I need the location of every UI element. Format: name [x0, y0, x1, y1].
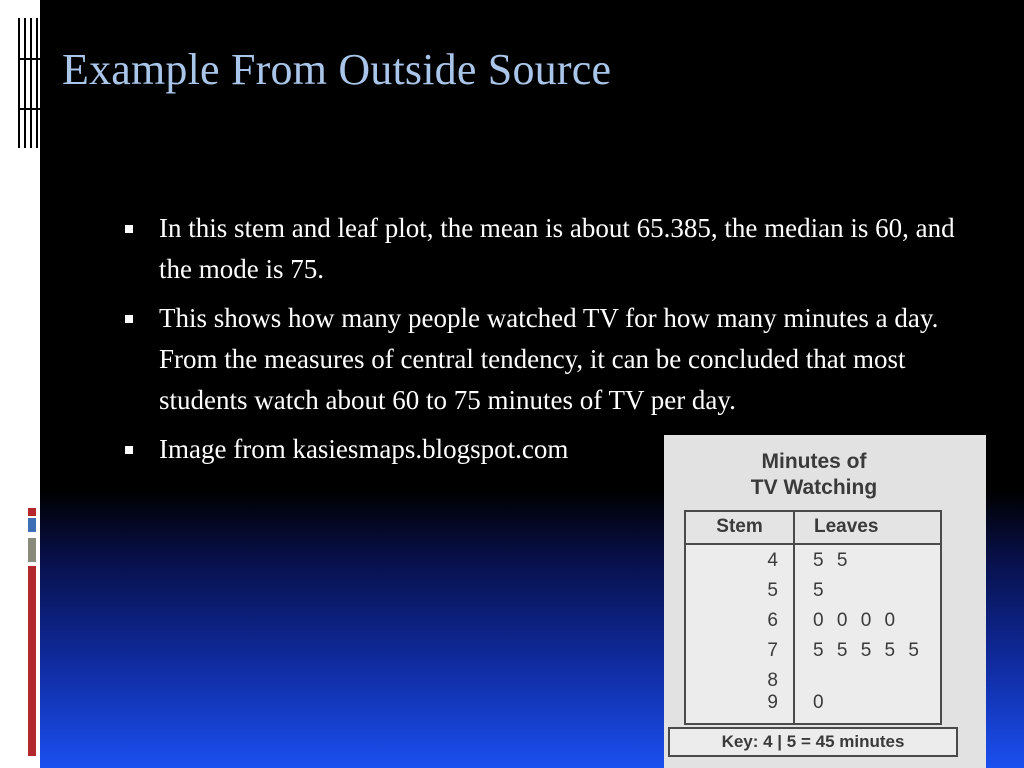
stem-header: Stem — [716, 516, 763, 537]
plot-key: Key: 4 | 5 = 45 minutes — [668, 727, 958, 757]
stem-value: 7 — [767, 640, 778, 661]
stem-value: 9 — [767, 692, 778, 713]
bullet-item — [124, 208, 969, 290]
bullet-item — [124, 298, 969, 421]
stem-leaf-table — [684, 510, 942, 725]
leaves-value: 0 — [813, 692, 828, 713]
table-row — [686, 610, 940, 640]
bullet-square-icon — [125, 225, 133, 233]
bullet-square-icon — [125, 446, 133, 454]
leaves-value: 0 0 0 0 — [813, 610, 900, 631]
accent-bar-red — [28, 508, 36, 516]
stem-value: 4 — [767, 550, 778, 571]
stem-value: 6 — [767, 610, 778, 631]
decorative-line-pattern — [18, 18, 40, 148]
plot-title-line-2: TV Watching — [750, 476, 878, 499]
bullet-text: In this stem and leaf plot, the mean is about 65.385, the median is 60, and the mode is 75. — [159, 213, 955, 284]
bullet-text: Image from kasiesmaps.blogspot.com — [159, 434, 569, 464]
leaves-value: 5 5 — [813, 550, 852, 571]
left-decorative-strip — [0, 0, 40, 768]
table-row — [686, 692, 940, 722]
leaves-value: 5 5 5 5 5 — [813, 640, 923, 661]
accent-bar-long-red — [28, 566, 36, 756]
leaves-value: 5 — [813, 580, 828, 601]
plot-title — [664, 449, 964, 501]
plot-title-line-1: Minutes of — [761, 450, 867, 473]
table-row — [686, 550, 940, 580]
accent-bar-gray — [28, 538, 36, 562]
stem-leaf-plot-image — [664, 435, 986, 768]
accent-bar-blue — [28, 518, 36, 532]
bullet-text: This shows how many people watched TV for how many minutes a day. From the measures of central tendency, it can be concluded that most students watch about 60 to 75 minutes of TV per day. — [159, 303, 939, 415]
table-row — [686, 640, 940, 670]
leaves-header: Leaves — [814, 516, 879, 537]
table-header — [686, 512, 940, 545]
slide-title: Example From Outside Source — [62, 45, 612, 94]
stem-value: 8 — [767, 670, 778, 691]
stem-value: 5 — [767, 580, 778, 601]
table-row — [686, 580, 940, 610]
bullet-square-icon — [125, 315, 133, 323]
